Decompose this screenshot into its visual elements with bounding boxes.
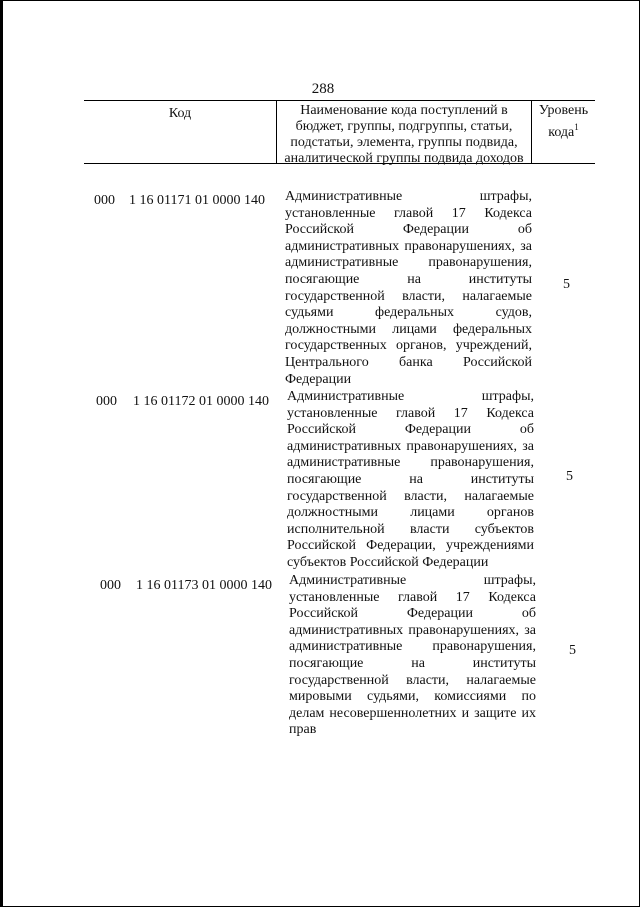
header-level bbox=[532, 101, 595, 163]
row-description: Административные штрафы, установленные главой 17 Кодекса Российской Федерации об административных правонарушениях, за административные правонарушения, посягающие на институты государственной власти, налагаемые должностными лицами органов исполнительной власти субъектов Российской Федерации, учреждениями субъектов Российской Федерации bbox=[287, 389, 534, 570]
budget-code: 1 16 01172 01 0000 140 bbox=[133, 394, 269, 409]
header-level-label: Уровень кода bbox=[538, 103, 589, 140]
header-code: Код bbox=[84, 101, 277, 163]
admin-code: 000 bbox=[94, 193, 115, 208]
page-number: 288 bbox=[311, 81, 335, 97]
row-level: 5 bbox=[566, 469, 573, 484]
row-description: Административные штрафы, установленные главой 17 Кодекса Российской Федерации об административных правонарушениях, за административные правонарушения, посягающие на институты государственной власти, налагаемые мировыми судьями, комиссиями по делам несовершеннолетних и защите их прав bbox=[289, 573, 536, 738]
admin-code: 000 bbox=[96, 394, 117, 409]
admin-code: 000 bbox=[100, 578, 121, 593]
row-description: Административные штрафы, установленные главой 17 Кодекса Российской Федерации об административных правонарушениях, за административные правонарушения, посягающие на институты государственной власти, налагаемые судьями федеральных судов, должностными лицами федеральных государственных органов, учреждений, Центрального банка Российской Федерации bbox=[285, 189, 532, 387]
header-name: Наименование кода поступлений в бюджет, группы, подгруппы, статьи, подстатьи, элемента, группы подвида, аналитической группы подвида доходов bbox=[277, 101, 532, 163]
row-level: 5 bbox=[563, 277, 570, 292]
table-header bbox=[84, 100, 595, 164]
header-level-footnote: 1 bbox=[574, 122, 579, 132]
budget-code: 1 16 01173 01 0000 140 bbox=[136, 578, 272, 593]
row-level: 5 bbox=[569, 643, 576, 658]
budget-code: 1 16 01171 01 0000 140 bbox=[129, 193, 265, 208]
